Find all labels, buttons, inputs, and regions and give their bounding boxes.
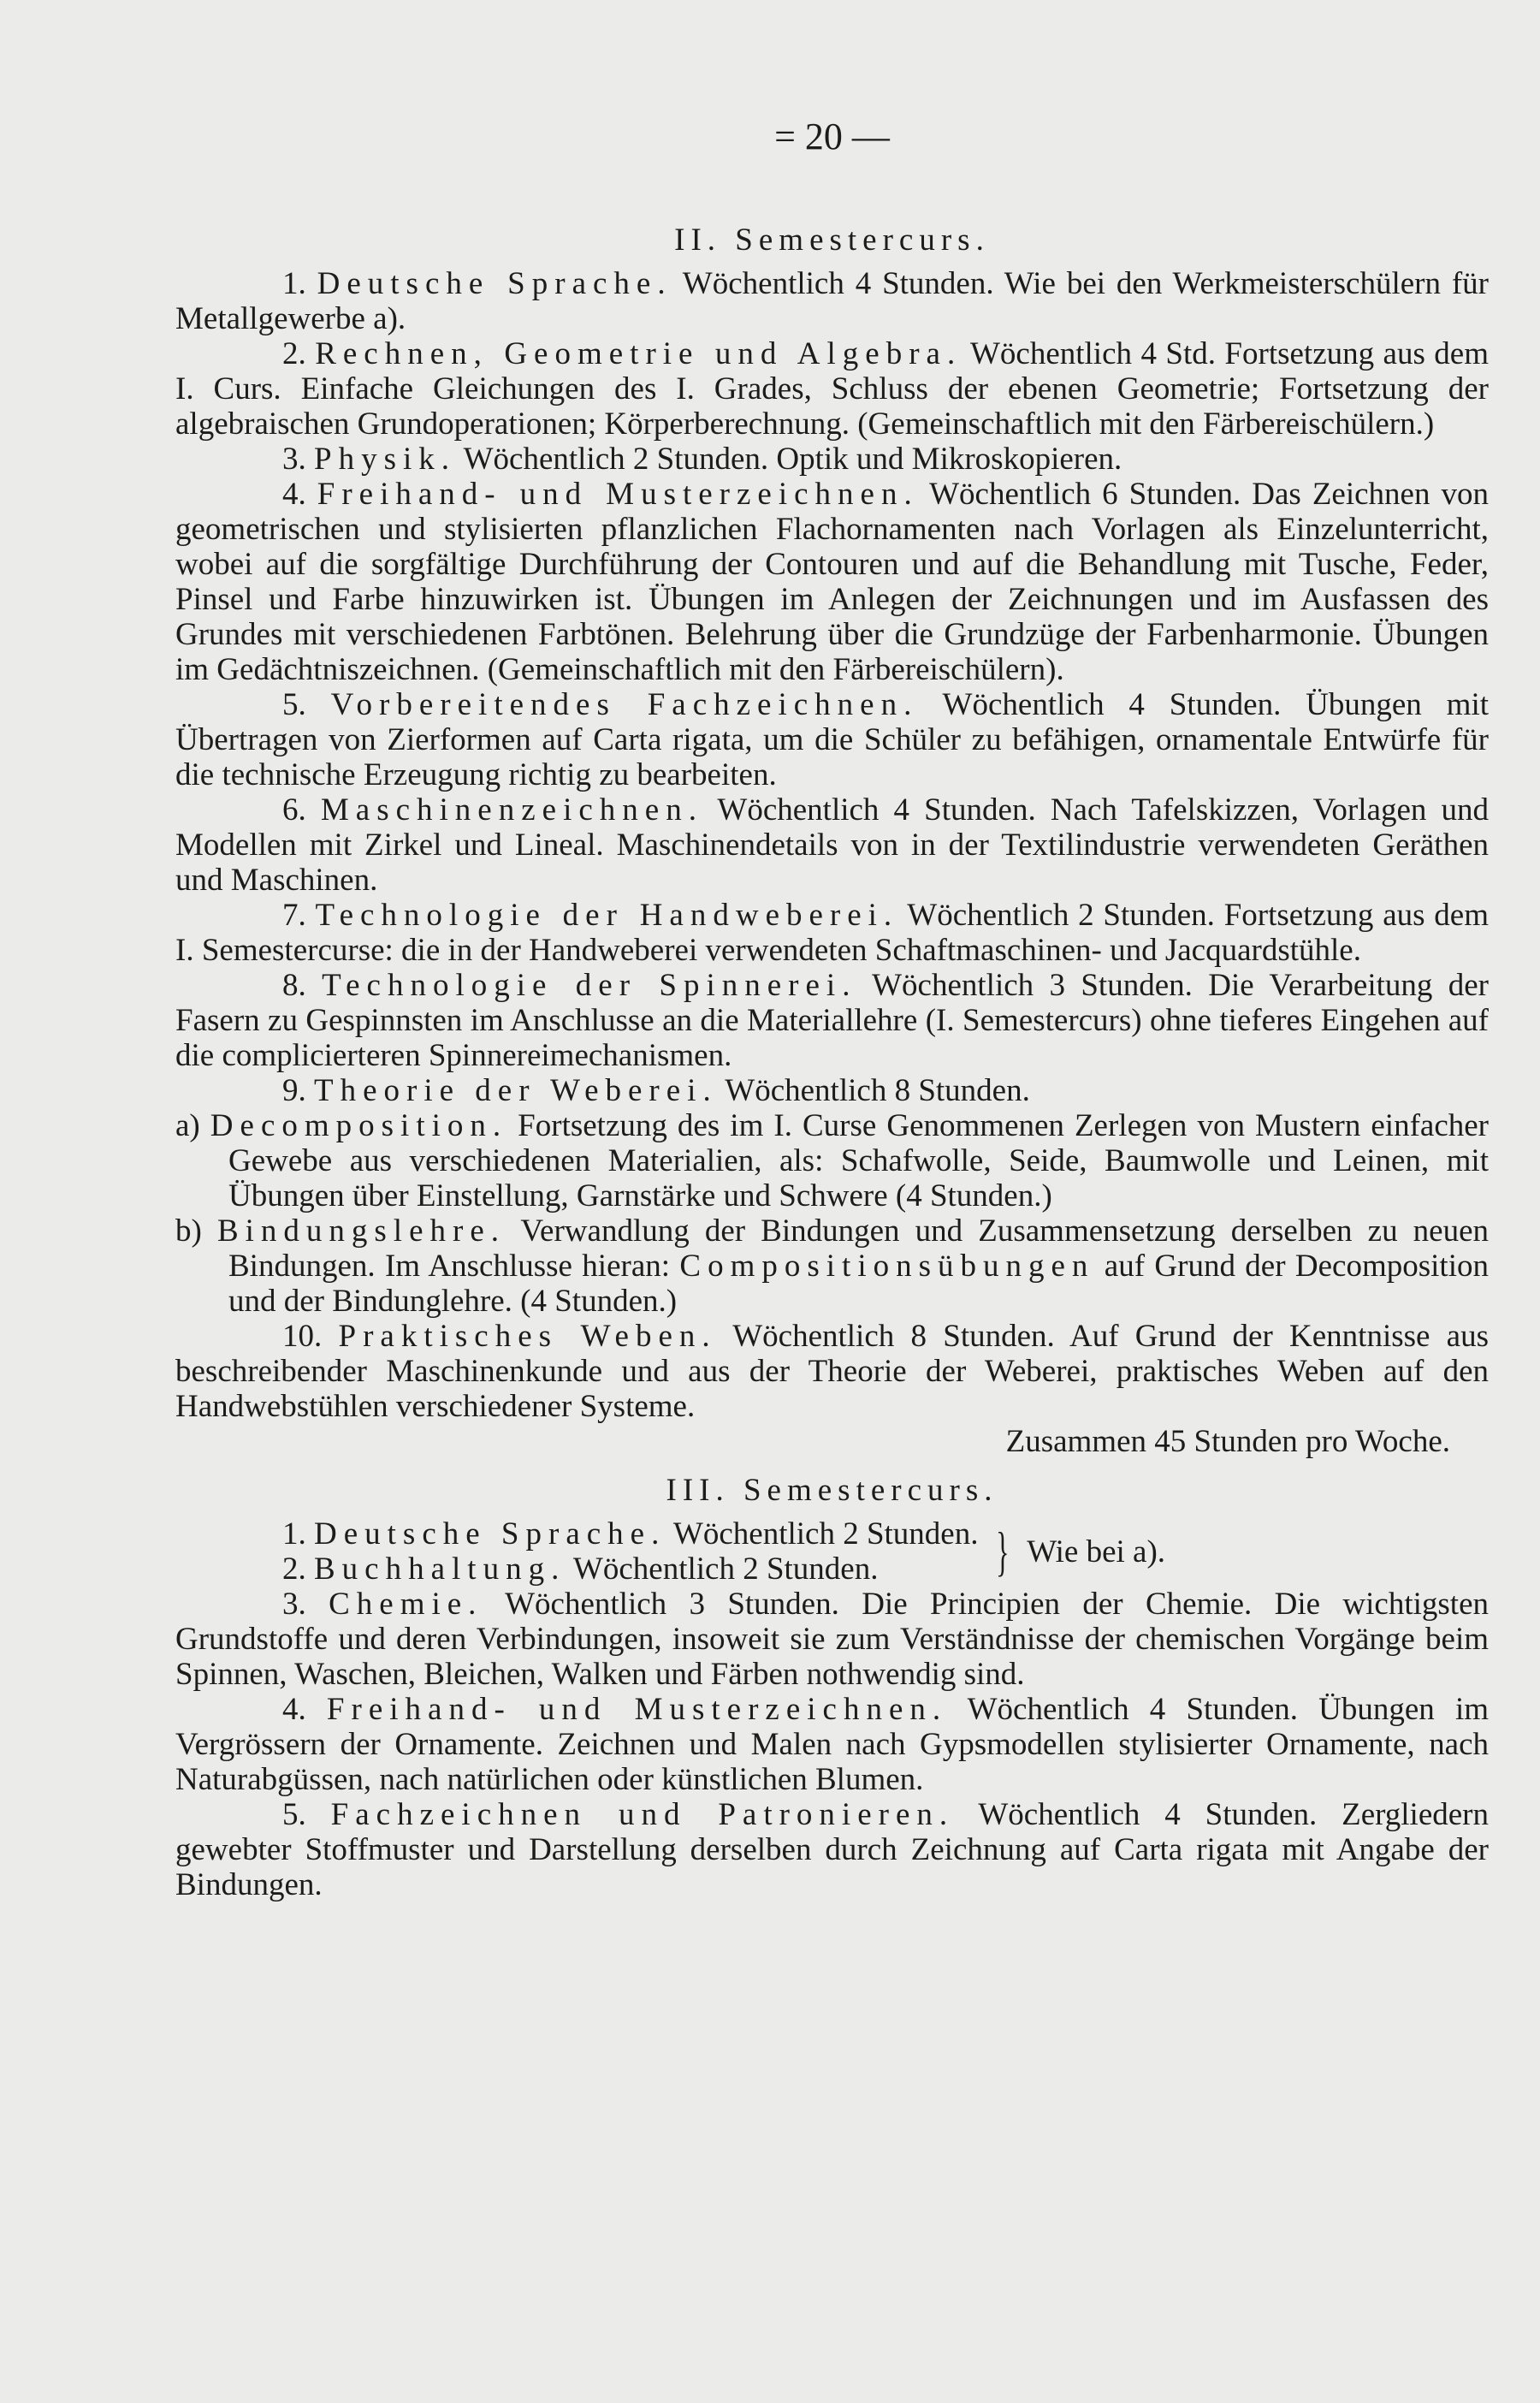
weekly-total: Zusammen 45 Stunden pro Woche.	[1005, 1424, 1450, 1459]
item-number: 3.	[282, 442, 306, 477]
item-text: Wöchentlich 2 Stunden. Fortsetzung aus dem I. Semestercurse: die in der Handweberei verwendeten Schaftmaschinen- und Jacquardstühle.	[175, 898, 1490, 968]
item-text: Wöchentlich 3 Stunden. Die Principien der Chemie. Die wichtigsten Grundstoffe und deren Verbindungen, insoweit sie zum Verständnisse der chemischen Vorgänge beim Spinnen, Waschen, Bleichen, Walken und Färben nothwendig sind.	[175, 1587, 1489, 1692]
item-text: Wöchentlich 2 Stunden.	[566, 1552, 879, 1587]
item-title: Rechnen, Geometrie und Algebra.	[315, 336, 962, 371]
sub-item-text: Fortsetzung des im I. Curse Genommenen Zerlegen von Mustern einfacher Gewebe aus verschiedenen Materialien, als: Schafwolle, Seide, Baumwolle und Leinen, mit Übungen über Einstellung, Garnstärke und Schwere (4 Stunden.)	[228, 1108, 1489, 1213]
course-item	[175, 968, 1489, 1073]
sub-item	[175, 1108, 1489, 1213]
item-number: 2.	[282, 336, 306, 371]
item-number: 5.	[282, 1797, 306, 1832]
item-title: Buchhaltung.	[314, 1552, 566, 1587]
course-item	[175, 1797, 1489, 1902]
item-number: 1.	[282, 266, 306, 301]
course-item	[175, 336, 1489, 442]
sub-item-text-2: auf Grund der Decomposition und der Bindunglehre. (4 Stunden.)	[228, 1249, 1489, 1319]
item-number: 10.	[282, 1319, 323, 1354]
item-title: Fachzeichnen und Patronieren.	[330, 1797, 955, 1832]
item-number: 1.	[282, 1516, 306, 1552]
course-item	[175, 898, 1489, 968]
grouped-item-lines	[175, 1516, 978, 1587]
section-heading-iii: III. Semestercurs.	[666, 1473, 998, 1508]
item-number: 6.	[282, 792, 306, 828]
sub-item-title-2: Compositionsübungen	[679, 1249, 1095, 1284]
course-item	[175, 477, 1489, 687]
item-number: 4.	[282, 477, 306, 512]
item-text: Wöchentlich 4 Stunden. Zergliedern gewebter Stoffmuster und Darstellung derselben durch Zeichnung auf Carta rigata mit Angabe der Bindungen.	[175, 1797, 1490, 1902]
course-item	[175, 1692, 1489, 1797]
item-number: 4.	[282, 1692, 306, 1727]
page-number: = 20 —	[774, 116, 890, 157]
sub-item-text: Verwandlung der Bindungen und Zusammensetzung derselben zu neuen Bindungen. Im Anschlusse hieran:	[228, 1213, 1490, 1284]
item-title: Maschinenzeichnen.	[320, 792, 703, 828]
curly-brace: }	[996, 1521, 1010, 1581]
sub-item-title: Bindungslehre.	[216, 1213, 506, 1249]
item-title: Deutsche Sprache.	[317, 266, 672, 301]
item-number: 7.	[282, 898, 306, 933]
item-number: 8.	[282, 968, 306, 1003]
section-heading-ii: II. Semestercurs.	[674, 222, 990, 258]
course-item	[282, 1552, 978, 1587]
grouped-items	[175, 1516, 1489, 1587]
item-text: Wöchentlich 4 Stunden. Nach Tafelskizzen, Vorlagen und Modellen mit Zirkel und Lineal. Maschinendetails von in der Textilindustrie verwendeten Geräthen und Maschinen.	[175, 792, 1489, 898]
item-title: Deutsche Sprache.	[314, 1516, 666, 1552]
sub-item-title: Decomposition.	[210, 1108, 508, 1143]
item-text: Wöchentlich 2 Stunden. Optik und Mikroskopieren.	[456, 442, 1122, 477]
course-item	[175, 442, 1489, 477]
item-number: 3.	[282, 1587, 306, 1622]
item-text: Wöchentlich 8 Stunden.	[717, 1073, 1030, 1108]
course-item	[175, 1319, 1489, 1424]
text-column	[175, 111, 1489, 1902]
course-item	[175, 792, 1489, 898]
item-title: Technologie der Handweberei.	[315, 898, 899, 933]
item-title: Praktisches Weben.	[338, 1319, 717, 1354]
course-item	[175, 1587, 1489, 1692]
sub-item-label: b)	[175, 1213, 202, 1249]
item-text: Wöchentlich 4 Stunden. Übungen mit Übertragen von Zierformen auf Carta rigata, um die Schüler zu befähigen, ornamentale Entwürfe für die technische Erzeugung richtig zu bearbeiten.	[175, 687, 1490, 792]
item-text: Wöchentlich 4 Stunden. Übungen im Vergrössern der Ornamente. Zeichnen und Malen nach Gypsmodellen stylisierter Ornamente, nach Naturabgüssen, nach natürlichen oder künstlichen Blumen.	[175, 1692, 1490, 1797]
item-title: Technologie der Spinnerei.	[322, 968, 857, 1003]
item-title: Theorie der Weberei.	[314, 1073, 718, 1108]
sub-item-label: a)	[175, 1108, 200, 1143]
item-text: Wöchentlich 2 Stunden.	[666, 1516, 979, 1552]
course-item	[175, 687, 1489, 792]
grouped-note: Wie bei a).	[1027, 1534, 1166, 1569]
item-number: 9.	[282, 1073, 306, 1108]
item-text: Wöchentlich 6 Stunden. Das Zeichnen von geometrischen und stylisierten pflanzlichen Flachornamenten nach Vorlagen als Einzelunterricht, wobei auf die sorgfältige Durchführung der Contouren und auf die Behandlung mit Tusche, Feder, Pinsel und Farbe hinzuwirken ist. Übungen im Anlegen der Zeichnungen und im Ausfassen des Grundes mit verschiedenen Farbtönen. Belehrung über die Grundzüge der Farbenharmonie. Übungen im Gedächtniszeichnen. (Gemeinschaftlich mit den Färbereischülern).	[175, 477, 1489, 687]
course-item	[175, 266, 1489, 336]
item-title: Freihand- und Musterzeichnen.	[317, 477, 919, 512]
course-item	[282, 1516, 978, 1552]
item-text: Wöchentlich 4 Std. Fortsetzung aus dem I. Curs. Einfache Gleichungen des I. Grades, Schluss der ebenen Geometrie; Fortsetzung der algebraischen Grundoperationen; Körperberechnung. (Gemeinschaftlich mit den Färbereischülern.)	[175, 336, 1490, 442]
item-title: Vorbereitendes Fachzeichnen.	[330, 687, 919, 722]
item-text: Wöchentlich 8 Stunden. Auf Grund der Kenntnisse aus beschreibender Maschinenkunde und aus der Theorie der Weberei, praktisches Weben auf den Handwebstühlen verschiedener Systeme.	[175, 1319, 1490, 1424]
item-title: Freihand- und Musterzeichnen.	[326, 1692, 948, 1727]
item-number: 2.	[282, 1552, 306, 1587]
item-title: Physik.	[314, 442, 457, 477]
item-title: Chemie.	[329, 1587, 483, 1622]
item-text: Wöchentlich 3 Stunden. Die Verarbeitung der Fasern zu Gespinnsten im Anschlusse an die Materiallehre (I. Semestercurs) ohne tieferes Eingehen auf die complicierteren Spinnereimechanismen.	[175, 968, 1490, 1073]
item-number: 5.	[282, 687, 306, 722]
sub-item	[175, 1213, 1489, 1319]
item-text: Wöchentlich 4 Stunden. Wie bei den Werkmeisterschülern für Metallgewerbe a).	[175, 266, 1489, 336]
course-item	[175, 1073, 1489, 1108]
